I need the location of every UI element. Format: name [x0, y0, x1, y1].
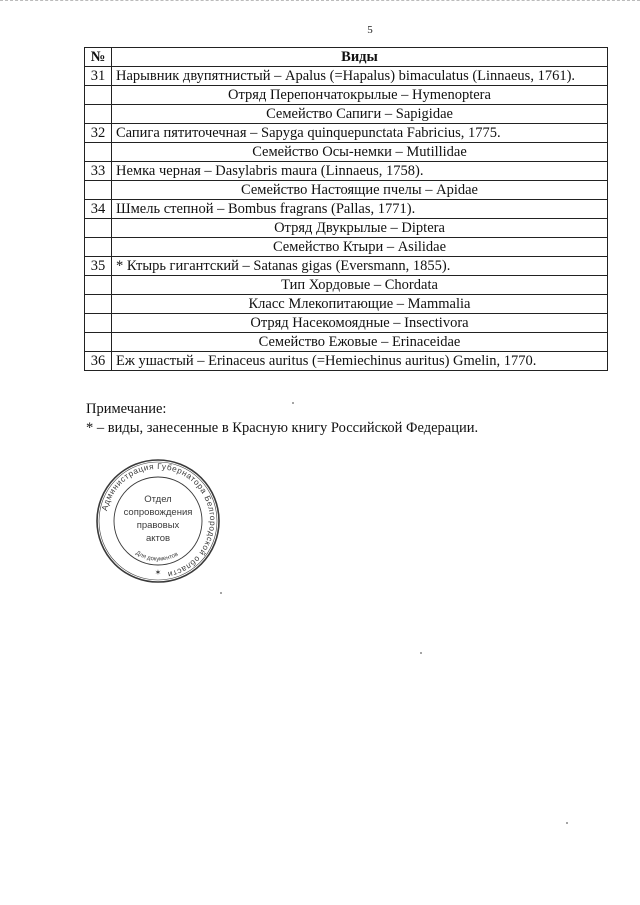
note — [86, 400, 478, 438]
stamp-center-line-2: сопровождения — [123, 507, 193, 518]
species-entry: Нарывник двупятнистый – Apalus (=Hapalus) bimaculatus (Linnaeus, 1761). — [112, 67, 608, 86]
table-row — [85, 124, 608, 143]
official-stamp — [95, 458, 221, 584]
table-header-row — [85, 48, 608, 67]
star-icon: ✶ — [154, 568, 162, 577]
stamp-ring-text: Администрация Губернатора Белгородской области — [100, 461, 218, 580]
scan-speck — [292, 402, 294, 404]
species-entry: * Ктырь гигантский – Satanas gigas (Eversmann, 1855). — [112, 257, 608, 276]
table-row — [85, 257, 608, 276]
table-row — [85, 352, 608, 371]
scan-speck — [420, 652, 422, 654]
stamp-center-line-1: Отдел — [144, 494, 172, 505]
table-row — [85, 333, 608, 352]
stamp-center-line-4: актов — [145, 533, 171, 544]
taxon-heading: Семейство Ежовые – Erinaceidae — [112, 333, 608, 352]
stamp-center-line-3: правовых — [136, 520, 180, 531]
row-number: 33 — [85, 162, 112, 181]
taxon-heading: Отряд Перепончатокрылые – Hymenoptera — [112, 86, 608, 105]
row-number — [85, 105, 112, 124]
table-row — [85, 105, 608, 124]
table-row — [85, 219, 608, 238]
page-number: 5 — [367, 24, 373, 36]
row-number — [85, 219, 112, 238]
species-entry: Шмель степной – Bombus fragrans (Pallas, 1771). — [112, 200, 608, 219]
row-number — [85, 238, 112, 257]
row-number — [85, 276, 112, 295]
row-number — [85, 143, 112, 162]
row-number — [85, 181, 112, 200]
stamp-inner-text: Для документов — [134, 550, 180, 563]
species-entry: Сапига пятиточечная – Sapyga quinquepunctata Fabricius, 1775. — [112, 124, 608, 143]
table-row — [85, 86, 608, 105]
header-species: Виды — [112, 48, 608, 67]
table-row — [85, 276, 608, 295]
scan-speck — [566, 822, 568, 824]
table-row — [85, 295, 608, 314]
table-row — [85, 238, 608, 257]
table-row — [85, 162, 608, 181]
scan-speck — [220, 592, 222, 594]
row-number: 32 — [85, 124, 112, 143]
table-row — [85, 67, 608, 86]
row-number: 31 — [85, 67, 112, 86]
taxon-heading: Отряд Насекомоядные – Insectivora — [112, 314, 608, 333]
taxon-heading: Тип Хордовые – Chordata — [112, 276, 608, 295]
taxon-heading: Семейство Ктыри – Asilidae — [112, 238, 608, 257]
row-number: 34 — [85, 200, 112, 219]
note-text: * – виды, занесенные в Красную книгу Российской Федерации. — [86, 420, 479, 436]
taxon-heading: Семейство Настоящие пчелы – Apidae — [112, 181, 608, 200]
taxon-heading: Семейство Сапиги – Sapigidae — [112, 105, 608, 124]
taxon-heading: Семейство Осы-немки – Mutillidae — [112, 143, 608, 162]
table-row — [85, 143, 608, 162]
header-num: № — [85, 48, 112, 67]
species-entry: Немка черная – Dasylabris maura (Linnaeus, 1758). — [112, 162, 608, 181]
taxon-heading: Отряд Двукрылые – Diptera — [112, 219, 608, 238]
species-table — [84, 47, 608, 371]
table-body — [85, 67, 608, 371]
table-row — [85, 314, 608, 333]
page-top-edge — [0, 0, 640, 2]
table-row — [85, 200, 608, 219]
taxon-heading: Класс Млекопитающие – Mammalia — [112, 295, 608, 314]
row-number: 36 — [85, 352, 112, 371]
note-title: Примечание: — [86, 401, 167, 417]
row-number — [85, 314, 112, 333]
row-number: 35 — [85, 257, 112, 276]
table-row — [85, 181, 608, 200]
row-number — [85, 333, 112, 352]
species-entry: Еж ушастый – Erinaceus auritus (=Hemiechinus auritus) Gmelin, 1770. — [112, 352, 608, 371]
row-number — [85, 86, 112, 105]
row-number — [85, 295, 112, 314]
